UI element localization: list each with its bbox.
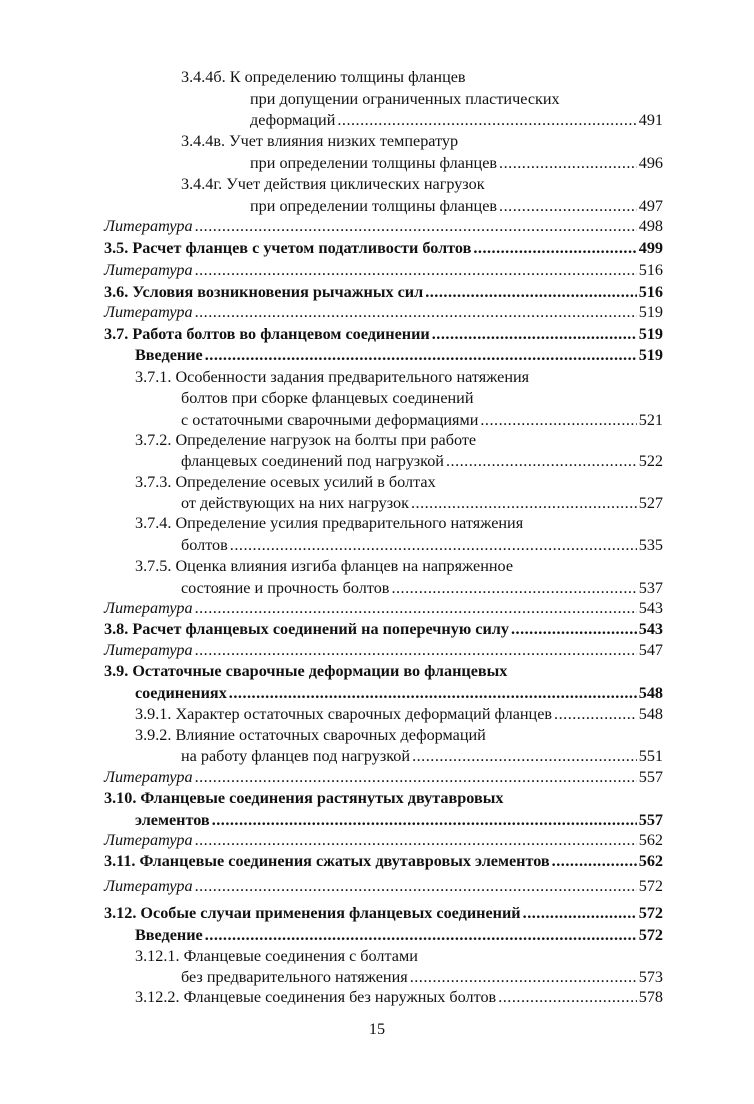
toc-line (135, 555, 513, 577)
toc-line (104, 639, 663, 661)
toc-line (181, 577, 663, 599)
page-ref: 548 (638, 705, 663, 723)
entry-title: Оценка влияния изгиба фланцев на напряженное (175, 557, 514, 575)
page-ref: 519 (638, 303, 663, 321)
toc-line (181, 66, 466, 88)
page-ref: 535 (638, 536, 663, 554)
page-ref: 516 (638, 283, 663, 301)
dot-leader (195, 597, 637, 619)
toc-line (135, 344, 663, 366)
literature-label: Литература (104, 831, 193, 849)
entry-title: деформаций (250, 111, 336, 129)
page-ref: 557 (638, 811, 663, 829)
dot-leader (412, 745, 637, 767)
toc-line (181, 534, 663, 556)
section-number: 3.6. (104, 283, 129, 301)
toc-line (104, 237, 663, 259)
entry-title: Остаточные сварочные деформации во фланцевых (132, 662, 508, 680)
page-ref: 551 (638, 747, 663, 765)
toc-line (181, 450, 663, 472)
page-ref: 557 (638, 768, 663, 786)
toc-line (135, 429, 476, 451)
page-ref: 491 (638, 111, 663, 129)
entry-title: Введение (135, 346, 203, 364)
entry-title: Определение нагрузок на болты при работе (175, 431, 477, 449)
entry-title: при определении толщины фланцев (250, 197, 498, 215)
entry-title: соединениях (135, 684, 227, 702)
toc-line (104, 301, 663, 323)
entry-title: Особые случаи применения фланцевых соединений (140, 904, 521, 922)
dot-leader (511, 618, 637, 640)
page-ref: 497 (638, 197, 663, 215)
toc-entry[interactable] (0, 0, 754, 22)
literature-label: Литература (104, 599, 193, 617)
entry-title: Расчет фланцевых соединений на поперечную силу (132, 620, 509, 638)
entry-title: при определении толщины фланцев (250, 154, 498, 172)
toc-line (135, 924, 663, 946)
literature-label: Литература (104, 303, 193, 321)
section-number: 3.9. (104, 662, 129, 680)
section-number: 3.12. (104, 904, 137, 922)
section-number: 3.5. (104, 239, 129, 257)
dot-leader (411, 492, 637, 514)
toc-line (135, 945, 418, 967)
entry-title: Фланцевые соединения сжатых двутавровых элементов (139, 852, 550, 870)
toc-line (181, 745, 663, 767)
dot-leader (499, 195, 637, 217)
page-ref: 578 (638, 988, 663, 1006)
toc-line (135, 809, 663, 831)
toc-line (181, 409, 663, 431)
page-ref: 572 (638, 926, 663, 944)
dot-leader (195, 301, 637, 323)
literature-label: Литература (104, 877, 193, 895)
toc-line (104, 259, 663, 281)
dot-leader (446, 450, 637, 472)
section-number: 3.11. (104, 852, 136, 870)
dot-leader (230, 534, 637, 556)
entry-title: Учет действия циклических нагрузок (226, 175, 485, 193)
page-ref: 499 (638, 239, 663, 257)
dot-leader (205, 924, 637, 946)
page-ref: 573 (638, 968, 663, 986)
page-ref: 519 (638, 346, 663, 364)
dot-leader (195, 639, 637, 661)
toc-line (181, 130, 458, 152)
entry-title: с остаточными сварочными деформациями (181, 411, 479, 429)
dot-leader (499, 152, 637, 174)
section-number: 3.12.1. (135, 947, 180, 965)
page-ref: 572 (638, 904, 663, 922)
dot-leader (410, 966, 637, 988)
dot-leader (205, 344, 637, 366)
entry-title: Введение (135, 926, 203, 944)
dot-leader (473, 237, 636, 259)
page-ref: 572 (638, 877, 663, 895)
entry-title: Определение усилия предварительного натяжения (175, 514, 524, 532)
entry-title: без предварительного натяжения (181, 968, 408, 986)
entry-title: Фланцевые соединения с болтами (183, 947, 418, 965)
page-ref: 521 (638, 411, 663, 429)
toc-line (181, 966, 663, 988)
entry-title: Условия возникновения рычажных сил (132, 283, 424, 301)
dot-leader (195, 259, 637, 281)
page-ref: 562 (638, 852, 663, 870)
dot-leader (480, 409, 636, 431)
toc-line (135, 724, 486, 746)
section-number: 3.8. (104, 620, 129, 638)
dot-leader (554, 703, 637, 725)
toc-line (135, 471, 436, 493)
page-ref: 522 (638, 452, 663, 470)
entry-title: болтов при сборке фланцевых соединений (181, 389, 474, 407)
dot-leader (391, 577, 636, 599)
entry-title: К определению толщины фланцев (229, 68, 466, 86)
entry-title: элементов (135, 811, 210, 829)
section-number: 3.7.5. (135, 557, 172, 575)
toc-line (104, 618, 663, 640)
toc-line (250, 195, 663, 217)
section-number: 3.9.2. (135, 726, 172, 744)
section-number: 3.7.3. (135, 473, 172, 491)
dot-leader (425, 281, 637, 303)
dot-leader (195, 829, 637, 851)
entry-title: на работу фланцев под нагрузкой (181, 747, 411, 765)
section-number: 3.4.4б. (181, 68, 226, 86)
toc-line (181, 173, 485, 195)
page-ref: 498 (638, 217, 663, 235)
section-number: 3.7. (104, 325, 129, 343)
section-number: 3.4.4в. (181, 132, 226, 150)
toc-line (135, 366, 529, 388)
entry-title: болтов (181, 536, 228, 554)
section-number: 3.7.4. (135, 514, 172, 532)
entry-title: Фланцевые соединения растянутых двутавровых (140, 789, 504, 807)
entry-title: от действующих на них нагрузок (181, 494, 409, 512)
entry-title: Характер остаточных сварочных деформаций фланцев (175, 705, 553, 723)
toc-line (104, 902, 663, 924)
toc-line (104, 766, 663, 788)
toc-line (135, 682, 663, 704)
entry-title: состояние и прочность болтов (181, 579, 390, 597)
entry-title: Влияние остаточных сварочных деформаций (175, 726, 486, 744)
page-ref: 543 (638, 620, 663, 638)
toc-line (135, 986, 663, 1008)
dot-leader (212, 809, 637, 831)
toc-line (250, 88, 560, 110)
page-ref: 516 (638, 261, 663, 279)
section-number: 3.4.4г. (181, 175, 223, 193)
toc-line (104, 875, 663, 897)
toc-line (104, 281, 663, 303)
page-ref: 519 (638, 325, 663, 343)
entry-title: Учет влияния низких температур (229, 132, 459, 150)
toc-line (135, 703, 663, 725)
toc-line (104, 323, 663, 345)
dot-leader (552, 850, 637, 872)
entry-title: Фланцевые соединения без наружных болтов (183, 988, 497, 1006)
toc-line (250, 109, 663, 131)
toc-line (250, 152, 663, 174)
page-ref: 537 (638, 579, 663, 597)
entry-title: Работа болтов во фланцевом соединении (132, 325, 430, 343)
dot-leader (432, 323, 637, 345)
dot-leader (337, 109, 636, 131)
entry-title: фланцевых соединений под нагрузкой (181, 452, 444, 470)
toc-line (181, 387, 474, 409)
page-ref: 562 (638, 831, 663, 849)
section-number: 3.7.2. (135, 431, 172, 449)
page-ref: 527 (638, 494, 663, 512)
literature-label: Литература (104, 641, 193, 659)
page-ref: 547 (638, 641, 663, 659)
literature-label: Литература (104, 217, 193, 235)
page-number: 15 (368, 1020, 386, 1038)
toc-line (104, 829, 663, 851)
dot-leader (229, 682, 637, 704)
literature-label: Литература (104, 261, 193, 279)
toc-line (181, 492, 663, 514)
toc-line (104, 660, 507, 682)
dot-leader (498, 986, 637, 1008)
literature-label: Литература (104, 768, 193, 786)
section-number: 3.10. (104, 789, 137, 807)
dot-leader (195, 766, 637, 788)
toc-line (104, 597, 663, 619)
dot-leader (195, 875, 637, 897)
dot-leader (523, 902, 637, 924)
entry-title: Расчет фланцев с учетом податливости болтов (132, 239, 472, 257)
entry-title: при допущении ограниченных пластических (250, 90, 560, 108)
page-ref: 496 (638, 154, 663, 172)
toc-line (104, 215, 663, 237)
entry-title: Особенности задания предварительного натяжения (175, 368, 530, 386)
page-ref: 548 (638, 684, 663, 702)
dot-leader (195, 215, 637, 237)
section-number: 3.9.1. (135, 705, 172, 723)
toc-line (135, 512, 523, 534)
entry-title: Определение осевых усилий в болтах (175, 473, 436, 491)
toc-line (104, 787, 503, 809)
section-number: 3.7.1. (135, 368, 172, 386)
section-number: 3.12.2. (135, 988, 180, 1006)
page-ref: 543 (638, 599, 663, 617)
toc-line (104, 850, 663, 872)
